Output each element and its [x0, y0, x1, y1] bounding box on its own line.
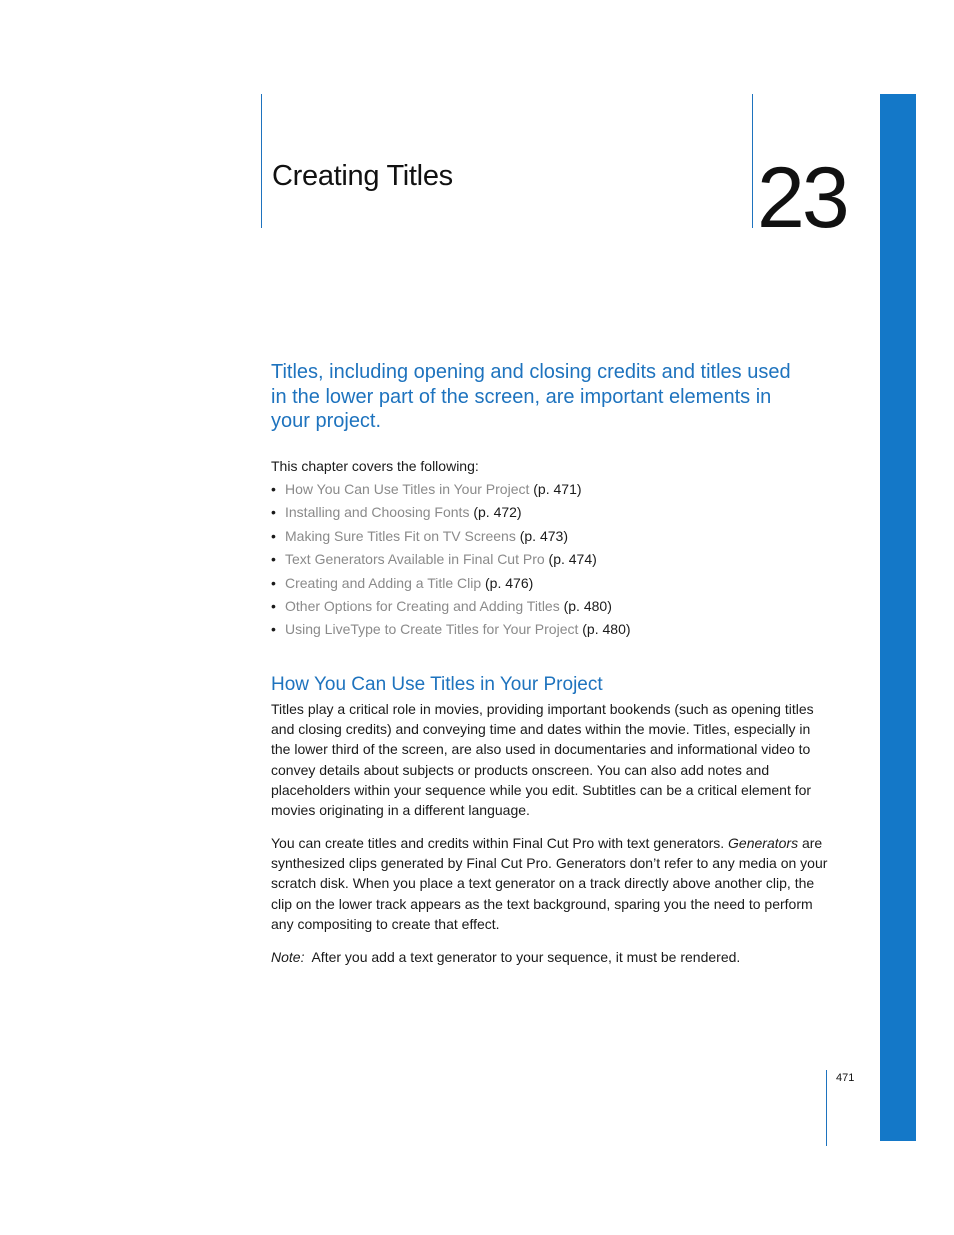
toc-page: (p. 473) — [519, 527, 568, 544]
bullet-icon: • — [271, 621, 276, 638]
toc-item — [271, 526, 631, 549]
chapter-toc — [271, 479, 631, 643]
toc-link[interactable]: Installing and Choosing Fonts — [285, 504, 470, 521]
bullet-icon: • — [271, 481, 276, 497]
body-paragraph — [271, 833, 831, 934]
toc-link[interactable]: Other Options for Creating and Adding Titles — [285, 597, 560, 614]
chapter-side-tab — [880, 94, 916, 1141]
bullet-icon: • — [271, 551, 276, 568]
toc-page: (p. 480) — [563, 597, 612, 614]
toc-link[interactable]: Using LiveType to Create Titles for Your Project — [285, 621, 579, 638]
toc-item — [271, 573, 631, 596]
note-text: After you add a text generator to your sequence, it must be rendered. — [311, 949, 741, 965]
toc-link[interactable]: How You Can Use Titles in Your Project — [285, 481, 530, 497]
bullet-icon: • — [271, 574, 276, 591]
toc-item — [271, 596, 631, 619]
paragraph-text: are synthesized clips generated by Final Cut Pro. Generators don’t refer to any media on your scratch disk. When you place a text generator on a track directly above another clip, the clip on the lower track appears as the text background, sparing you the need to perform any compositing to create that effect. — [271, 835, 828, 932]
chapter-rule-left — [261, 94, 262, 228]
toc-page: (p. 471) — [533, 481, 582, 497]
term-generators: Generators — [728, 835, 799, 851]
toc-item — [271, 549, 631, 572]
chapter-rule-right — [752, 94, 753, 228]
toc-item — [271, 479, 631, 502]
bullet-icon: • — [271, 504, 276, 521]
note — [271, 947, 740, 967]
chapter-intro: Titles, including opening and closing credits and titles used in the lower part of the screen, are important elements in your project. — [271, 361, 791, 432]
toc-page: (p. 480) — [582, 621, 631, 638]
bullet-icon: • — [271, 597, 276, 614]
paragraph-text: You can create titles and credits within Final Cut Pro with text generators. — [271, 835, 729, 851]
page-number-rule — [826, 1070, 827, 1146]
toc-page: (p. 474) — [548, 551, 597, 568]
covers-label: This chapter covers the following: — [271, 458, 479, 474]
page-number: 471 — [836, 1072, 855, 1084]
toc-item — [271, 502, 631, 525]
chapter-title: Creating Titles — [272, 160, 453, 192]
body-paragraph: Titles play a critical role in movies, providing important bookends (such as opening titles and closing credits) and conveying time and dates within the movie. Titles, especially in the lower third of the screen, are also used in documentaries and informational video to convey details about subjects or products onscreen. You can also add notes and placeholders within your sequence while you edit. Subtitles can be a critical element for movies originating in a different language. — [271, 701, 814, 819]
note-label: Note: — [271, 949, 305, 965]
chapter-number: 23 — [757, 150, 847, 246]
toc-link[interactable]: Making Sure Titles Fit on TV Screens — [285, 527, 516, 544]
toc-page: (p. 472) — [473, 504, 522, 521]
toc-page: (p. 476) — [485, 574, 534, 591]
toc-link[interactable]: Text Generators Available in Final Cut Pro — [285, 551, 545, 568]
toc-link[interactable]: Creating and Adding a Title Clip — [285, 574, 482, 591]
toc-item — [271, 619, 631, 642]
section-heading: How You Can Use Titles in Your Project — [271, 674, 603, 695]
bullet-icon: • — [271, 527, 276, 544]
